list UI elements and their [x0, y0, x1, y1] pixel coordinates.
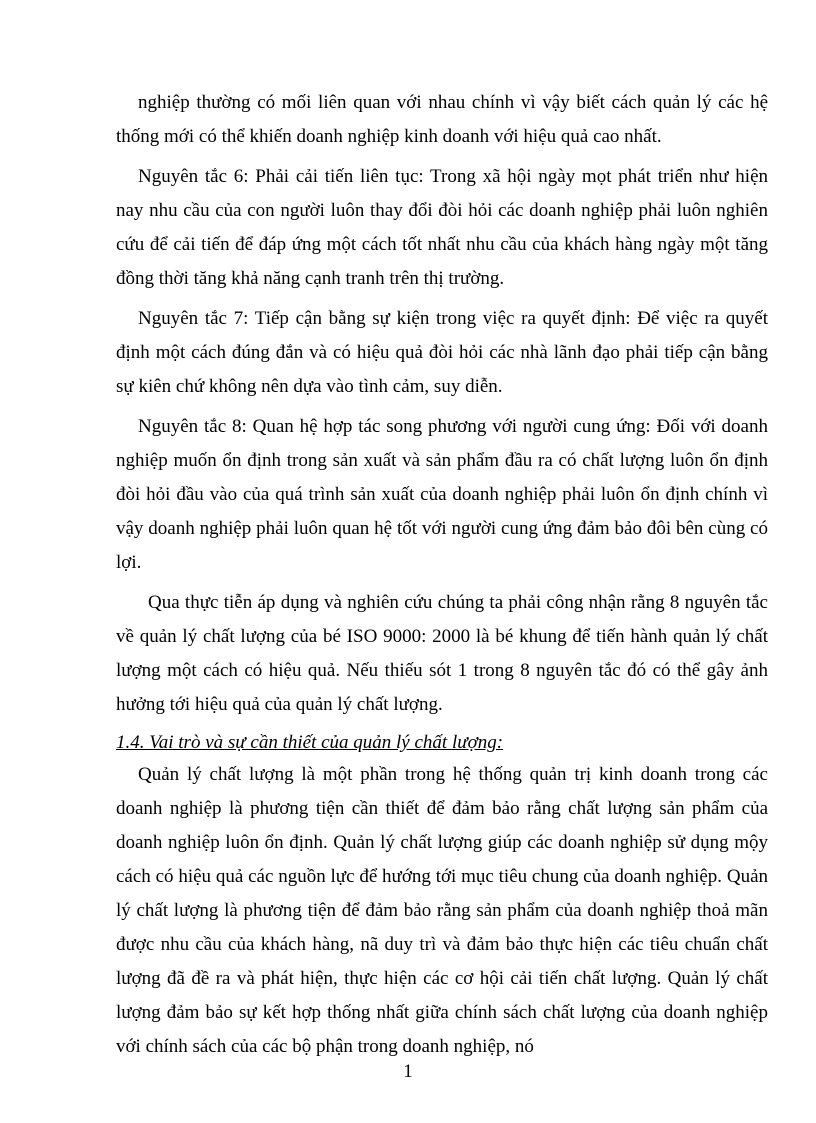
paragraph-summary: Qua thực tiễn áp dụng và nghiên cứu chúng ta phải công nhận rằng 8 nguyên tắc về quản lý chất lượng của bé ISO 9000: 2000 là bé khung để tiến hành quản lý chất lượng một cách có hiệu quả. Nếu thiếu sót 1 trong 8 nguyên tắc đó có thể gây ảnh hưởng tới hiệu quả của quản lý chất lượng.	[116, 592, 768, 715]
document-body	[116, 86, 768, 1070]
page-number: 1	[403, 1061, 413, 1082]
paragraph-section-body: Quản lý chất lượng là một phần trong hệ thống quản trị kinh doanh trong các doanh nghiệp là phương tiện cần thiết để đảm bảo rằng chất lượng sản phẩm của doanh nghiệp luôn ổn định. Quản lý chất lượng giúp các doanh nghiệp sử dụng mộy cách có hiệu quả các nguồn lực để hướng tới mục tiêu chung của doanh nghiệp. Quản lý chất lượng là phương tiện để đảm bảo rằng sản phẩm của doanh nghiệp thoả mãn được nhu cầu của khách hàng, nã duy trì và đảm bảo thực hiện các tiêu chuẩn chất lượng đã đề ra và phát hiện, thực hiện các cơ hội cải tiến chất lượng. Quản lý chất lượng đảm bảo sự kết hợp thống nhất giữa chính sách chất lượng của doanh nghiệp với chính sách của các bộ phận trong doanh nghiệp, nó	[116, 764, 768, 1057]
paragraph-principle-8: Nguyên tắc 8: Quan hệ hợp tác song phương với người cung ứng: Đối với doanh nghiệp muốn ổn định trong sản xuất và sản phẩm đầu ra có chất lượng luôn ổn định đòi hỏi đầu vào của quá trình sản xuất của doanh nghiệp phải luôn ổn định chính vì vậy doanh nghiệp phải luôn quan hệ tốt với người cung ứng đảm bảo đôi bên cùng có lợi.	[116, 416, 768, 573]
paragraph-continuation: nghiệp thường có mối liên quan với nhau chính vì vậy biết cách quản lý các hệ thống mới có thể khiến doanh nghiệp kinh doanh với hiệu quả cao nhất.	[116, 92, 768, 147]
paragraph-principle-6: Nguyên tắc 6: Phải cải tiến liên tục: Trong xã hội ngày mọt phát triển như hiện nay nhu cầu của con người luôn thay đổi đòi hỏi các doanh nghiệp phải luôn nghiên cứu để cải tiến để đáp ứng một cách tốt nhất nhu cầu của khách hàng ngày một tăng đồng thời tăng khả năng cạnh tranh trên thị trường.	[116, 166, 768, 289]
section-heading: 1.4. Vai trò và sự cần thiết của quản lý chất lượng:	[116, 732, 504, 753]
paragraph-principle-7: Nguyên tắc 7: Tiếp cận bằng sự kiện trong việc ra quyết định: Để việc ra quyết định một cách đúng đắn và có hiệu quả đòi hỏi các nhà lãnh đạo phải tiếp cận bằng sự kiên chứ không nên dựa vào tình cảm, suy diễn.	[116, 308, 768, 397]
